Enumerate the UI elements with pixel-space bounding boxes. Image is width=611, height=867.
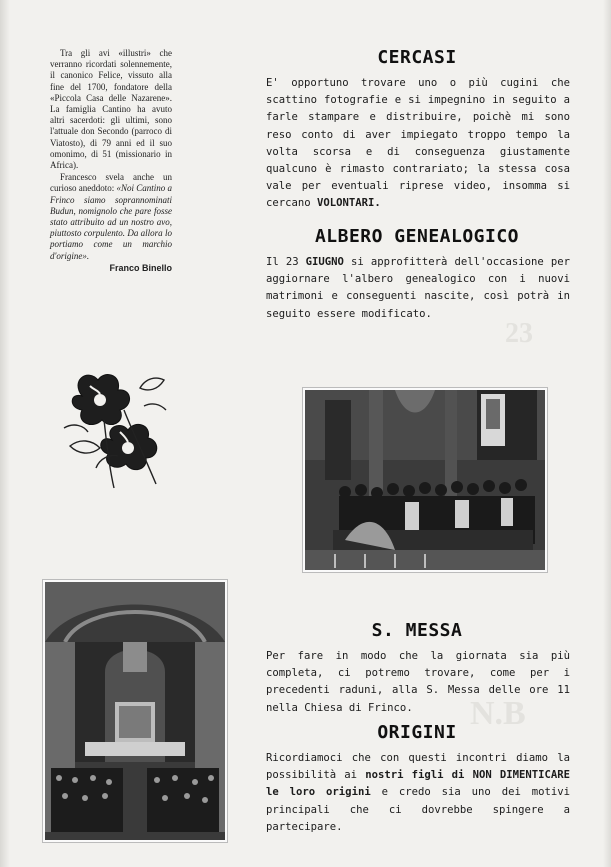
clipping-paragraph: Tra gli avi «illustri» che verranno ricordati solennemente, il canonico Felice, vissuto alla fine del 1700, fondatore della «Piccola Casa delle Nazarene». La famiglia Cantino ha avuto altri sacerdoti: gli ultimi, sono l'attuale don Secondo (parroco di Viatosto), di 79 anni ed il suo omonimo, di 51 (missionario in Africa). — [50, 48, 172, 171]
page-edge — [603, 0, 611, 867]
newspaper-clipping — [50, 48, 172, 274]
heading-origini: ORIGINI — [377, 722, 457, 743]
heading-messa: S. MESSA — [371, 620, 463, 641]
heading-cercasi: CERCASI — [377, 47, 457, 68]
pansy-illustration — [60, 366, 170, 492]
show-through: 23 — [505, 318, 533, 349]
clipping-signature: Franco Binello — [109, 262, 172, 273]
albero-text: Il 23 GIUGNO si approfitterà dell'occasione per aggiornare l'albero genealogico con i nuovi matrimoni e conseguenti nascite, così potrà in seguito essere modificato. — [266, 256, 570, 320]
show-through: N.B — [470, 695, 526, 732]
cercasi-text: E' opportuno trovare uno o più cugini che scattino fotografie e si impegnino in seguito a farle stampare e distribuire, poichè mi sono reso conto di aver impiegato troppo tempo la volta scorsa e di conseguenza giustamente qualcuno è rimasto contrariato; la stessa cosa vale per eventuali riprese video, insomma si cercano VOLONTARI. — [266, 77, 570, 210]
messa-text: Per fare in modo che la giornata sia più completa, ci potremo trovare, come per i precedenti raduni, alla S. Messa delle ore 11 nella Chiesa di Frinco. — [266, 650, 570, 714]
clipping-paragraph: Francesco svela anche un curioso aneddoto: «Noi Cantino a Frinco siamo soprannominati Budun, nomignolo che pare fosse stato attribuito ad un nostro avo, piuttosto corpulento. Da allora lo portiamo come un marchio d'origine». — [50, 172, 173, 261]
congregation-photo — [303, 388, 547, 572]
church-interior-photo — [43, 580, 227, 842]
heading-albero: ALBERO GENEALOGICO — [314, 226, 520, 247]
page-edge — [0, 0, 10, 867]
origini-text: Ricordiamoci che con questi incontri diamo la possibilità ai nostri figli di NON DIMENTICARE le loro origini e credo sia uno dei motivi principali che ci dovrebbe spingere a partecipare. — [266, 752, 571, 833]
